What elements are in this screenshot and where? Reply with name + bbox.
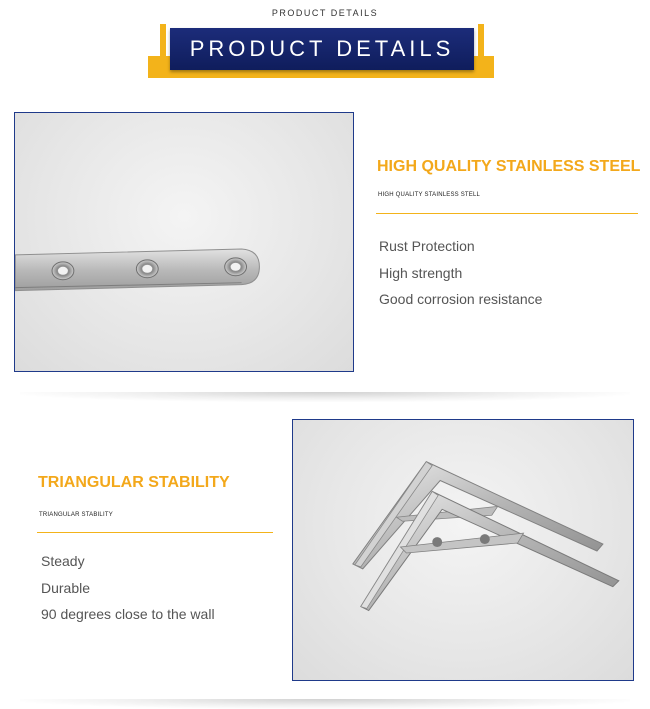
triangle-bracket-photo — [292, 419, 634, 681]
feature-item: High strength — [379, 264, 463, 281]
feature-item: Rust Protection — [379, 238, 475, 254]
steel-plate-photo — [14, 112, 354, 372]
section-1-feature-list — [379, 233, 542, 313]
section-2-feature-list — [41, 548, 215, 628]
feature-item: Steady — [41, 553, 85, 569]
banner-title: PRODUCT DETAILS — [170, 28, 474, 70]
section-1-title: HIGH QUALITY STAINLESS STEEL — [377, 158, 641, 175]
feature-item: Durable — [41, 579, 91, 596]
feature-item: Good corrosion resistance — [379, 291, 543, 307]
section-2-subtitle: TRIANGULAR STABILITY — [39, 512, 113, 518]
feature-item: 90 degrees close to the wall — [41, 606, 215, 622]
section-2-title: TRIANGULAR STABILITY — [38, 474, 230, 491]
section-1-divider — [376, 213, 638, 214]
section-2-divider — [37, 532, 273, 533]
flat-bracket-illustration — [15, 113, 353, 371]
section-separator — [20, 392, 630, 402]
triangle-bracket-illustration — [293, 420, 633, 680]
section-separator — [20, 699, 630, 709]
section-1-subtitle: HIGH QUALITY STAINLESS STELL — [378, 192, 481, 198]
header-small-title: PRODUCT DETAILS — [271, 8, 379, 18]
